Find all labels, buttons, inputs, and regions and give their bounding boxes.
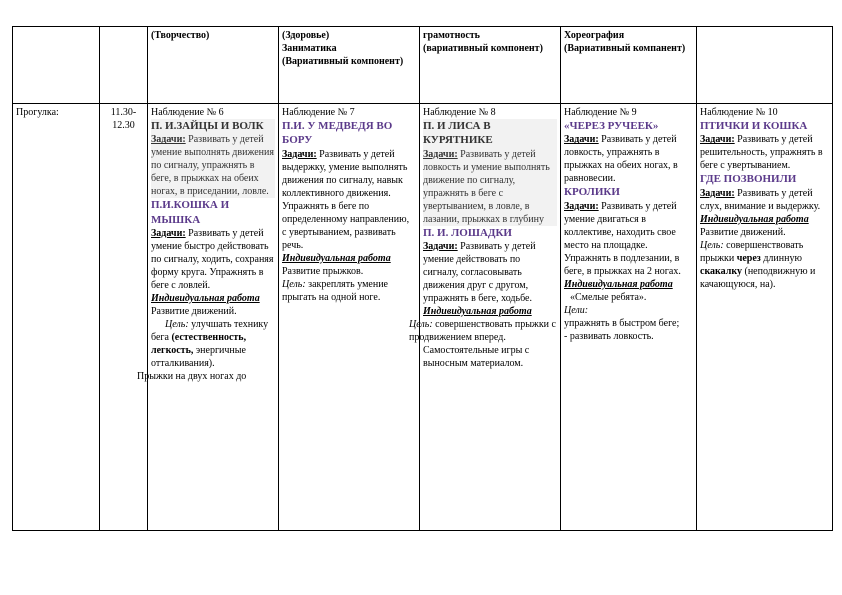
thursday-individual-label: Индивидуальная работа bbox=[564, 278, 673, 290]
friday-game1-title: ПТИЧКИ И КОШКА bbox=[700, 120, 808, 132]
monday-game1-block bbox=[151, 119, 275, 198]
tuesday-tasks: Развивать у детей выдержку, умение выполнять движения по сигналу, навык коллективного движения. Упражнять в беге по определенному направлению, с увертыванием, развивать речь. bbox=[282, 148, 410, 251]
wednesday-goal-text: совершенствовать прыжки с продвижением вперед. bbox=[409, 318, 556, 343]
wednesday-individual-label: Индивидуальная работа bbox=[423, 305, 532, 317]
tuesday-individual-label: Индивидуальная работа bbox=[282, 252, 391, 264]
thursday-observation: Наблюдение № 9 bbox=[564, 107, 637, 118]
friday-goal-tail2: (неподвижную и качающуюся, на). bbox=[700, 265, 816, 290]
monday-goal-label: Цель: bbox=[165, 318, 189, 330]
monday-jump-text: Прыжки на двух ногах до bbox=[137, 370, 247, 382]
tuesday-cell bbox=[279, 104, 420, 531]
thursday-cell bbox=[561, 104, 697, 531]
monday-tasks2-label: Задачи: bbox=[151, 227, 186, 239]
wednesday-game1-title: П. И ЛИСА В КУРЯТНИКЕ bbox=[423, 120, 493, 147]
wednesday-tasks2: Развивать у детей умение действовать по сигналу, согласовывать движения друг с другом, упражнять в беге, ходьбе. bbox=[423, 240, 536, 304]
wednesday-tasks1-label: Задачи: bbox=[423, 148, 458, 160]
friday-goal-bold: через bbox=[736, 252, 761, 264]
friday-game2-title: ГДЕ ПОЗВОНИЛИ bbox=[700, 173, 797, 186]
friday-goal-label: Цель: bbox=[700, 239, 724, 251]
friday-tasks2: Развивать у детей слух, внимание и выдержку. bbox=[700, 187, 821, 212]
friday-observation: Наблюдение № 10 bbox=[700, 107, 778, 118]
monday-tasks2: Развивать у детей умение быстро действовать по сигналу, ходить, сохраняя форму круга. Упражнять в беге с ловлей. bbox=[151, 227, 274, 291]
thursday-tasks1-label: Задачи: bbox=[564, 134, 599, 146]
thursday-game3: «Смелые ребята». bbox=[570, 291, 647, 303]
header-cell-empty-1 bbox=[13, 27, 100, 104]
tuesday-game-title: П.И. У МЕДВЕДЯ ВО БОРУ bbox=[282, 120, 393, 147]
header-cell-health: (Здоровье) Заниматика (Вариативный компонент) bbox=[279, 27, 420, 104]
tuesday-goal-text: закреплять умение прыгать на одной ноге. bbox=[282, 278, 388, 303]
header-cell-choreography: Хореография (Вариативный компанент) bbox=[561, 27, 697, 104]
monday-tasks1: Развивать у детей умение выполнять движения по сигналу, упражнять в беге, в прыжках на обеих ногах, в приседании, ловле. bbox=[151, 134, 274, 198]
wednesday-cell bbox=[409, 104, 561, 531]
wednesday-game2-title: П. И. ЛОШАДКИ bbox=[423, 226, 512, 239]
monday-observation: Наблюдение № 6 bbox=[151, 107, 224, 118]
thursday-game2-title: КРОЛИКИ bbox=[564, 186, 620, 199]
wednesday-tasks2-label: Задачи: bbox=[423, 240, 458, 252]
monday-cell bbox=[137, 104, 279, 531]
thursday-goal-label: Цели: bbox=[564, 304, 589, 316]
monday-individual-label: Индивидуальная работа bbox=[151, 292, 260, 304]
wednesday-observation: Наблюдение № 8 bbox=[423, 107, 496, 118]
header-row bbox=[13, 27, 833, 104]
monday-game2-title: П.И.КОШКА И МЫШКА bbox=[151, 199, 230, 226]
friday-tasks1: Развивать у детей решительность, упражнять в беге с увертыванием. bbox=[700, 134, 823, 172]
monday-run-text: бега bbox=[151, 331, 172, 343]
thursday-tasks2: Развивать у детей умение двигаться в коллективе, находить свое место на площадке. Упражнять в подлезании, в беге, в прыжках на 2 ногах. bbox=[564, 200, 681, 277]
monday-game1-title: П. И.ЗАЙЦЫ И ВОЛК bbox=[151, 120, 264, 132]
friday-individual-text: Развитие движений. bbox=[700, 226, 786, 238]
tuesday-goal-label: Цель: bbox=[282, 278, 306, 290]
row-label: Прогулка: bbox=[13, 104, 100, 531]
tuesday-tasks-label: Задачи: bbox=[282, 148, 317, 160]
header-cell-literacy: грамотность (вариативный компонент) bbox=[420, 27, 561, 104]
monday-individual-text: Развитие движений. bbox=[151, 305, 237, 317]
thursday-goal-text2: - развивать ловкость. bbox=[564, 330, 654, 342]
friday-tasks1-label: Задачи: bbox=[700, 134, 735, 146]
wednesday-goal-label: Цель: bbox=[409, 318, 433, 330]
header-cell-empty-2 bbox=[100, 27, 148, 104]
thursday-tasks2-label: Задачи: bbox=[564, 200, 599, 212]
tuesday-individual-text: Развитие прыжков. bbox=[282, 265, 364, 277]
schedule-table bbox=[12, 26, 833, 531]
monday-run-tail: энергичные отталкивания). bbox=[151, 344, 246, 369]
friday-goal-tail: длинную bbox=[760, 252, 802, 264]
monday-tasks-label: Задачи: bbox=[151, 134, 186, 146]
wednesday-game1-block bbox=[423, 119, 557, 226]
thursday-tasks1: Развивать у детей ловкость, упражнять в прыжках на обеих ногах, в равновесии. bbox=[564, 134, 678, 185]
monday-run-bold: (естественность, легкость, bbox=[151, 331, 247, 356]
friday-goal-bold2: скакалку bbox=[700, 265, 742, 277]
walk-row bbox=[13, 104, 833, 531]
wednesday-tasks1: Развивать у детей ловкость и умение выполнять движение по сигналу, упражнять в беге с увертыванием, в ловле, в лазании, прыжках в глубину bbox=[423, 148, 550, 225]
friday-individual-label: Индивидуальная работа bbox=[700, 213, 809, 225]
header-cell-creativity: (Творчество) bbox=[148, 27, 279, 104]
friday-cell bbox=[697, 104, 833, 531]
friday-tasks2-label: Задачи: bbox=[700, 187, 735, 199]
wednesday-free-play: Самостоятельные игры с выносным материалом. bbox=[423, 344, 530, 369]
monday-goal-text: улучшать технику bbox=[188, 318, 269, 330]
thursday-goal-text: упражнять в быстром беге; bbox=[564, 317, 680, 329]
friday-goal-text: совершенствовать прыжки bbox=[700, 239, 804, 264]
thursday-game1-title: «ЧЕРЕЗ РУЧЕЕК» bbox=[564, 120, 659, 132]
header-cell-empty-7 bbox=[697, 27, 833, 104]
row-time: 11.30-12.30 bbox=[100, 104, 148, 531]
tuesday-observation: Наблюдение № 7 bbox=[282, 107, 355, 118]
